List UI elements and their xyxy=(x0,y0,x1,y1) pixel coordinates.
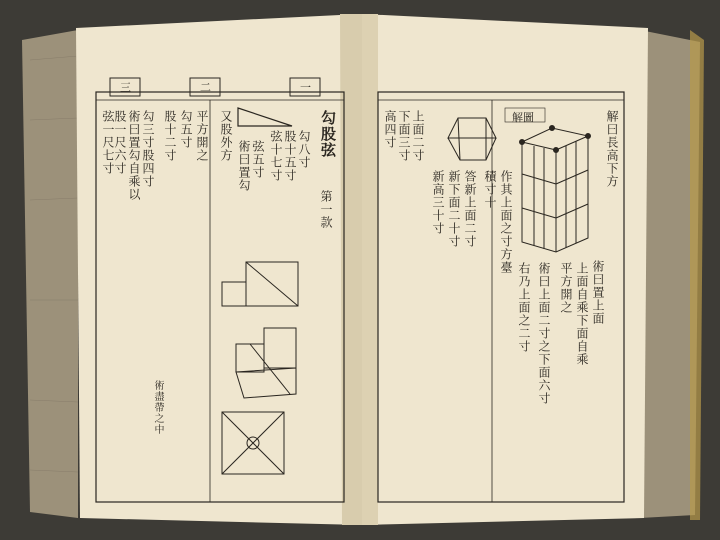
left-title: 勾股弦 xyxy=(319,110,337,158)
left-col-b-0: 弦五寸 xyxy=(251,140,265,179)
left-col-c-2: 勾五寸 xyxy=(179,110,193,149)
left-page-edges xyxy=(22,30,78,518)
right-col-e-0: 上面自乘下面自乘 xyxy=(575,262,589,366)
right-col-b-0: 作其上面之寸方臺 xyxy=(499,170,513,274)
left-col-b-1: 術曰置勾 xyxy=(237,140,251,192)
right-col-c-2: 新高三十寸 xyxy=(431,170,445,235)
left-col-e-1: 弦一尺七寸 xyxy=(101,110,115,175)
right-col-a-2: 高四寸 xyxy=(383,110,397,149)
left-col-c-3: 股十二寸 xyxy=(163,110,177,162)
left-col-d-0: 勾三寸股四寸 xyxy=(141,110,155,188)
left-col-a-3: 弦十七寸 xyxy=(269,130,283,182)
header-box-1: 一 xyxy=(300,81,311,94)
header-box-3: 三 xyxy=(120,81,131,94)
right-col-b-1: 積寸十 xyxy=(483,170,497,209)
right-col-e-1: 平方開之 xyxy=(559,262,573,314)
left-col-a-1: 勾八寸 xyxy=(297,130,311,169)
left-page xyxy=(76,14,362,525)
right-col-f-0: 解曰長高下方 xyxy=(605,110,619,188)
right-col-d-1: 右乃上面之二寸 xyxy=(517,262,531,353)
right-col-d-0: 術曰上面二寸之下面六寸 xyxy=(537,262,551,405)
right-col-f-1: 術曰置上面 xyxy=(591,260,605,325)
right-col-a-0: 上面二寸 xyxy=(411,110,425,162)
left-bottom-note: 術盡帶之中 xyxy=(152,380,163,435)
header-box-2: 二 xyxy=(200,81,211,94)
left-col-c-1: 平方開之 xyxy=(195,110,209,162)
right-col-c-1: 新下面二十寸 xyxy=(447,170,461,248)
left-col-c-0: 又股外方 xyxy=(219,110,233,162)
right-title-mark: 解圖 xyxy=(512,111,534,124)
left-col-d-1: 術曰置勾自乘以 xyxy=(127,110,141,201)
left-col-e-0: 股一尺六寸 xyxy=(113,110,127,175)
left-col-intro: 第一款 xyxy=(319,190,333,229)
left-col-a-2: 股十五寸 xyxy=(283,130,297,182)
right-col-a-1: 下面三寸 xyxy=(397,110,411,162)
right-col-c-0: 答新上面二寸 xyxy=(463,170,477,248)
